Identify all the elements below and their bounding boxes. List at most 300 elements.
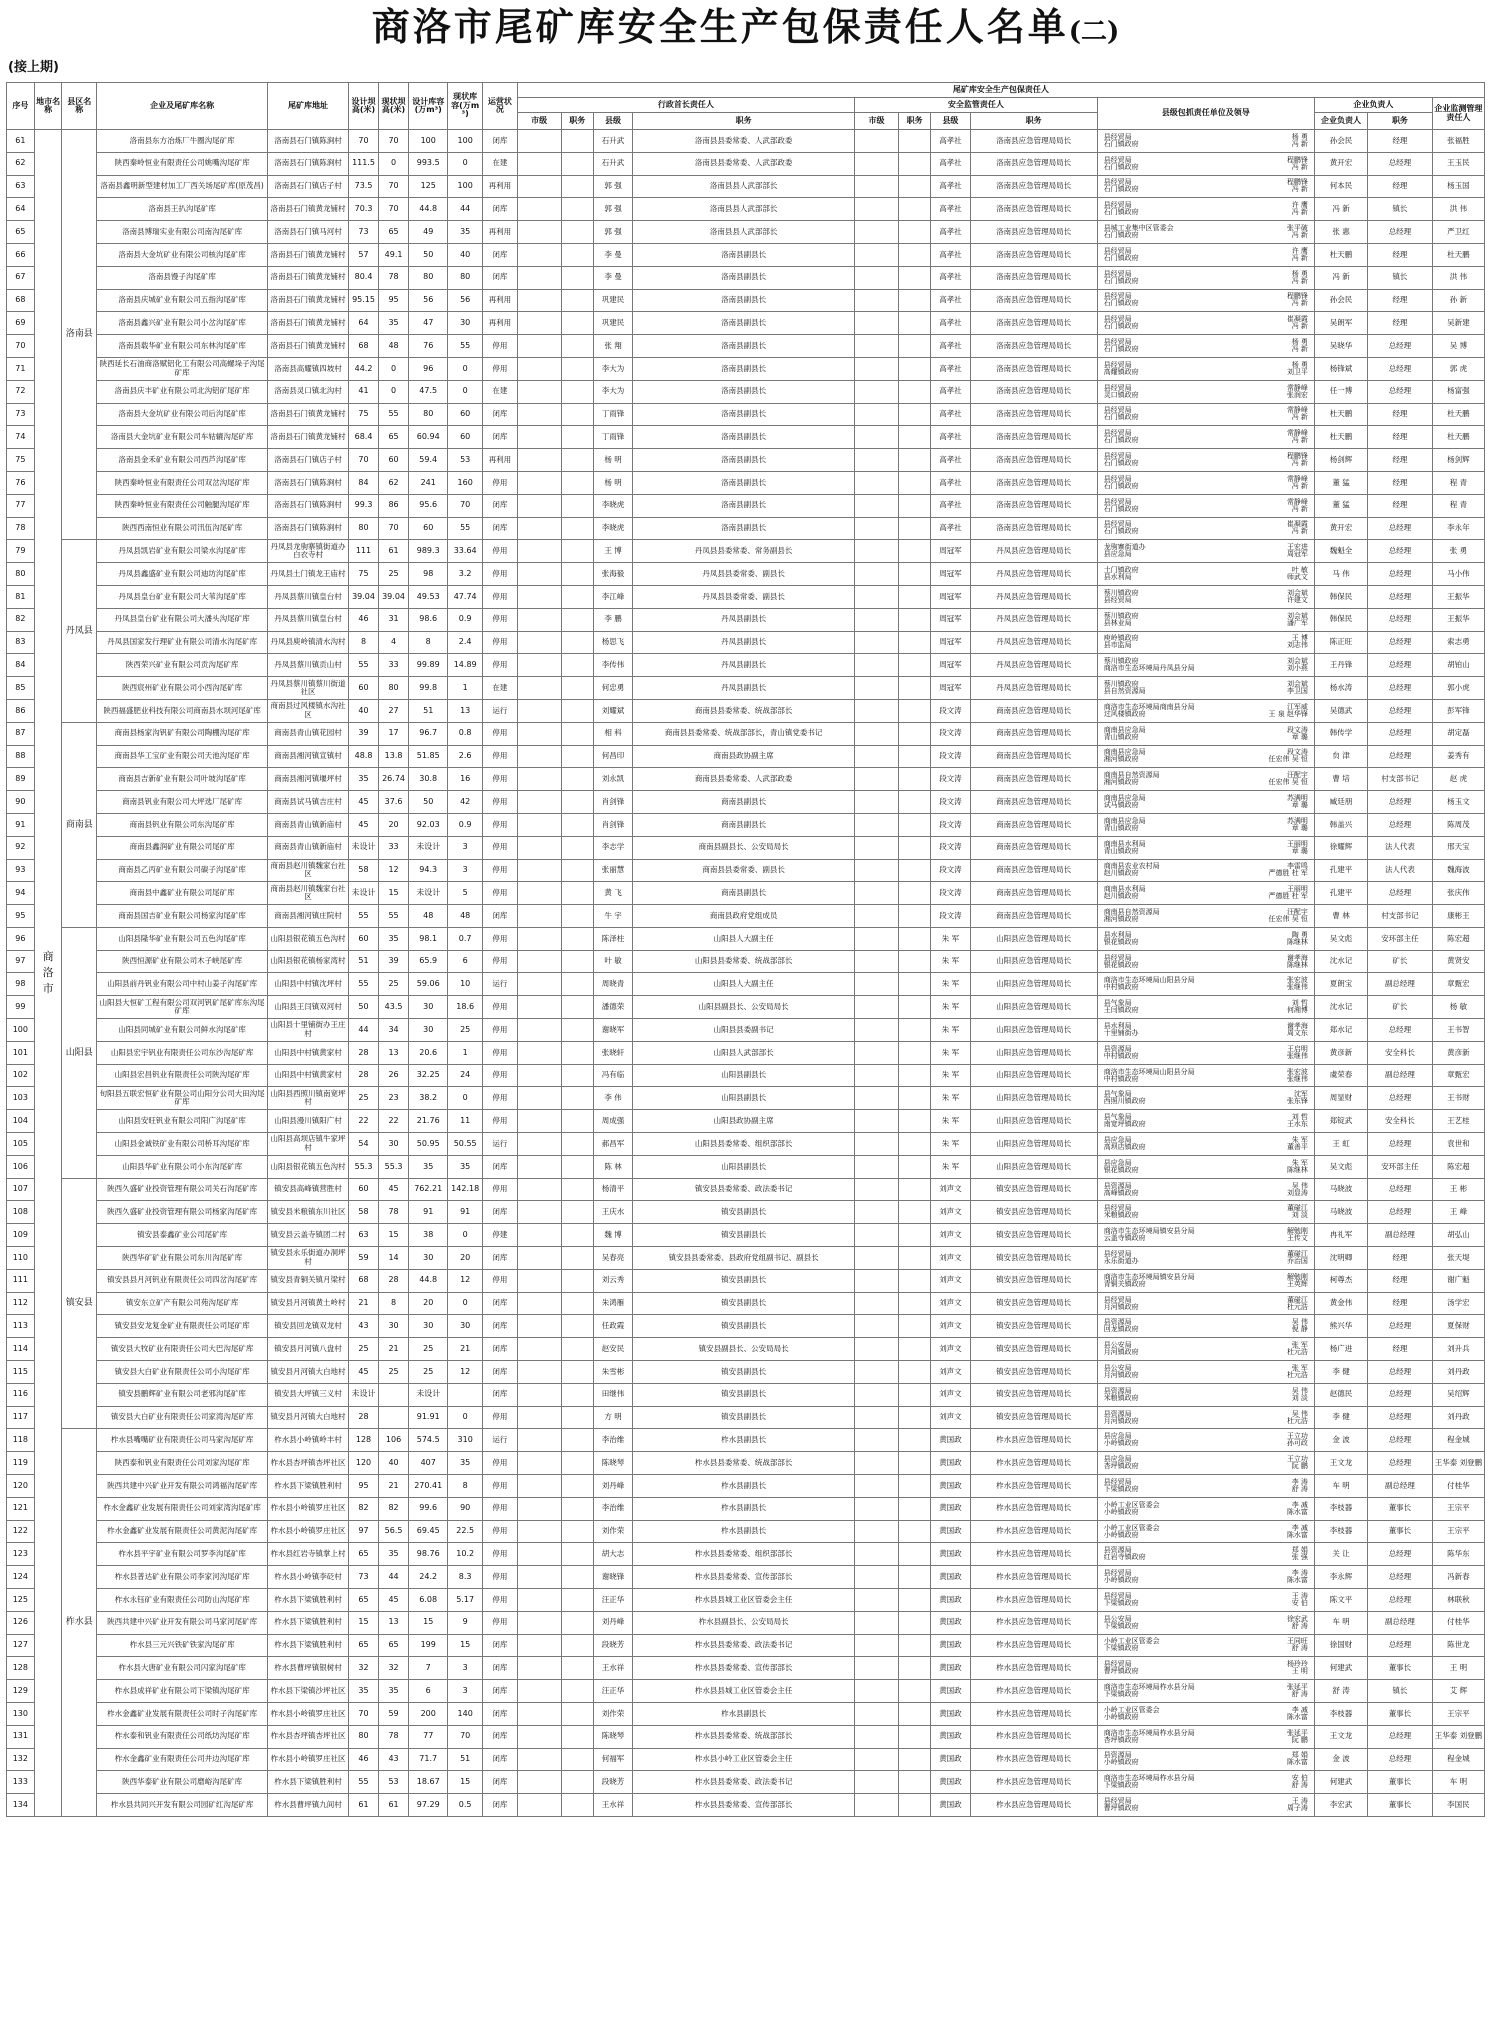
enterprise-head: 关 让 [1314,1543,1367,1566]
gov-county-duty: 柞水县小岭工业区管委会主任 [633,1748,855,1771]
gov-city-duty [561,905,593,928]
lead-unit-cell [1097,1064,1314,1087]
lead-unit-line [1098,1098,1314,1105]
gov-city-duty [561,1041,593,1064]
gov-county-duty: 柞水县县委常委、统战部部长 [633,1725,855,1748]
safety-county-duty: 商南县应急管理局局长 [970,722,1097,745]
lead-unit-line [1098,939,1314,946]
lead-unit-line [1098,1577,1314,1584]
lead-person: 张东锋 [1286,1097,1308,1106]
enterprise-monitor: 王 明 [1432,1657,1484,1680]
operation-status: 停用 [483,1064,518,1087]
safety-city-duty [898,175,930,198]
lead-person: 李 涛 [1291,1569,1308,1578]
gov-city-duty [561,631,593,654]
safety-city-duty [898,494,930,517]
operation-status: 闭库 [483,1680,518,1703]
table-row [7,654,1485,677]
operation-status: 停用 [483,927,518,950]
capacity-current: 15 [448,1634,483,1657]
lead-person: 张 强 [1291,1553,1308,1562]
th-ent-duty: 职务 [1368,113,1433,130]
capacity-design: 49.53 [409,585,448,608]
gov-city-person [517,243,561,266]
lead-unit: 商南县水利局 [1103,885,1146,894]
gov-county-duty: 柞水县副县长 [633,1702,855,1725]
safety-county-duty: 丹凤县应急管理局局长 [970,563,1097,586]
gov-county-person: 刘云秀 [593,1269,632,1292]
enterprise-head: 陈正旺 [1314,631,1367,654]
safety-county-person: 朱 军 [931,1019,970,1042]
gov-county-duty: 柞水县县委常委、政法委书记 [633,1771,855,1794]
gov-city-duty [561,768,593,791]
row-no: 134 [7,1794,35,1817]
lead-unit-line [1098,962,1314,969]
table-row [7,1497,1485,1520]
th-no: 序号 [7,83,35,130]
enterprise-head: 孙会民 [1314,289,1367,312]
table-row [7,950,1485,973]
table-row [7,335,1485,358]
enterprise-monitor: 吴绍辉 [1432,1383,1484,1406]
enterprise-head: 吴文彪 [1314,1155,1367,1178]
gov-city-person [517,494,561,517]
operation-status: 停用 [483,1475,518,1498]
county-cell: 商南县 [62,722,97,927]
enterprise-head: 黄开宏 [1314,517,1367,540]
operation-status: 停用 [483,996,518,1019]
operation-status: 闭库 [483,198,518,221]
safety-county-person: 刘声文 [931,1315,970,1338]
dam-height-current: 21 [379,1338,409,1361]
safety-county-person: 刘声文 [931,1338,970,1361]
enterprise-monitor: 王书智 [1432,1019,1484,1042]
dam-height-design: 95.15 [349,289,379,312]
gov-county-duty: 柞水县县委常委、宣传部部长 [633,1566,855,1589]
capacity-design: 125 [409,175,448,198]
tailings-address: 洛南县石门镇黄龙铺村 [268,289,349,312]
row-no: 132 [7,1748,35,1771]
lead-person: 程鹏锋 [1286,452,1308,461]
safety-county-duty: 镇安县应急管理局局长 [970,1201,1097,1224]
capacity-design: 100 [409,130,448,153]
enterprise-head: 沈水记 [1314,950,1367,973]
lead-unit: 小岭镇政府 [1103,1530,1139,1539]
gov-county-duty: 镇安县副县长 [633,1406,855,1429]
lead-unit: 县市监局 [1103,641,1132,650]
gov-county-person: 黄 飞 [593,882,632,905]
lead-unit-cell [1097,563,1314,586]
enterprise-head: 郑锭武 [1314,1110,1367,1133]
safety-city-duty [898,1133,930,1156]
safety-city-person [855,1680,899,1703]
safety-city-duty [898,1634,930,1657]
gov-county-person: 谢晓军 [593,1019,632,1042]
gov-city-person [517,1383,561,1406]
lead-unit-cell [1097,1269,1314,1292]
lead-unit: 县自然资源局 [1103,687,1146,696]
company-name: 丹凤县凯岩矿业有限公司梁水沟尾矿库 [97,540,268,563]
gov-county-person: 张 翔 [593,335,632,358]
lead-unit-line [1098,1805,1314,1812]
enterprise-head: 金 波 [1314,1748,1367,1771]
lead-unit: 县资源局 [1103,1044,1132,1053]
gov-county-person: 刘丹峰 [593,1611,632,1634]
dam-height-design: 28 [349,1064,379,1087]
enterprise-monitor: 张 勇 [1432,540,1484,563]
lead-unit-cell [1097,1041,1314,1064]
gov-city-duty [561,1543,593,1566]
safety-county-duty: 洛南县应急管理局局长 [970,152,1097,175]
safety-city-person [855,1247,899,1270]
lead-unit-cell [1097,403,1314,426]
safety-city-duty [898,221,930,244]
safety-county-person: 刘声文 [931,1292,970,1315]
enterprise-monitor: 艾 辉 [1432,1680,1484,1703]
enterprise-head-duty: 经理 [1368,1292,1433,1315]
safety-city-person [855,563,899,586]
table-row [7,266,1485,289]
enterprise-monitor: 张庆伟 [1432,882,1484,905]
safety-county-duty: 镇安县应急管理局局长 [970,1361,1097,1384]
city-char: 商 [42,949,54,963]
enterprise-head-duty: 总经理 [1368,1315,1433,1338]
gov-city-person [517,563,561,586]
gov-city-duty [561,471,593,494]
tailings-address: 柞水县小岭镇罗庄社区 [268,1497,349,1520]
enterprise-head: 杨锋斌 [1314,357,1367,380]
enterprise-head: 虞荣春 [1314,1064,1367,1087]
gov-county-duty: 洛南县副县长 [633,243,855,266]
capacity-current: 14.89 [448,654,483,677]
tailings-address: 柞水县杏坪镇杏坪社区 [268,1725,349,1748]
lead-person: 郑 娟 [1291,1546,1308,1555]
lead-unit-line [1098,1167,1314,1174]
capacity-current: 21 [448,1338,483,1361]
enterprise-monitor: 汤学宏 [1432,1292,1484,1315]
row-no: 97 [7,950,35,973]
enterprise-monitor: 杨富强 [1432,380,1484,403]
row-no: 76 [7,471,35,494]
safety-city-person [855,882,899,905]
lead-person: 任宏伟 吴 恒 [1268,778,1308,787]
row-no: 111 [7,1269,35,1292]
safety-city-person [855,722,899,745]
enterprise-head-duty: 经理 [1368,175,1433,198]
enterprise-head: 杜天鹏 [1314,426,1367,449]
gov-county-duty: 商南县政府党组成员 [633,905,855,928]
row-no: 63 [7,175,35,198]
table-row [7,1429,1485,1452]
capacity-design: 未设计 [409,1383,448,1406]
row-no: 113 [7,1315,35,1338]
safety-county-duty: 商南县应急管理局局长 [970,699,1097,722]
gov-county-duty: 山阳县人武部部长 [633,1041,855,1064]
safety-county-person: 朱 军 [931,1087,970,1110]
enterprise-monitor: 李永年 [1432,517,1484,540]
lead-person: 吴 伟 [1291,1181,1308,1190]
dam-height-current: 39.04 [379,585,409,608]
safety-county-duty: 柞水县应急管理局局长 [970,1657,1097,1680]
capacity-design: 50 [409,243,448,266]
lead-unit: 县经贸局 [1103,269,1132,278]
capacity-design: 51 [409,699,448,722]
lead-unit: 石门镇政府 [1103,436,1139,445]
capacity-current: 33.64 [448,540,483,563]
dam-height-current: 55 [379,905,409,928]
dam-height-current: 70 [379,198,409,221]
lead-unit-cell [1097,1771,1314,1794]
lead-person: 冯 新 [1291,253,1308,262]
row-no: 124 [7,1566,35,1589]
table-row [7,905,1485,928]
gov-city-person [517,152,561,175]
tailings-address: 柞水县小岭镇李砭村 [268,1566,349,1589]
safety-city-duty [898,563,930,586]
lead-unit-cell [1097,289,1314,312]
enterprise-head: 张 惠 [1314,221,1367,244]
enterprise-head-duty: 总经理 [1368,1383,1433,1406]
safety-county-person: 周冠军 [931,631,970,654]
gov-city-person [517,1292,561,1315]
dam-height-design: 59 [349,1247,379,1270]
gov-city-duty [561,1452,593,1475]
company-name: 柞水县成祥矿业有限公司下梁镇沟尾矿库 [97,1680,268,1703]
operation-status: 运行 [483,1429,518,1452]
safety-city-duty [898,973,930,996]
lead-unit: 龙驹寨街道办 [1103,543,1146,552]
tailings-address: 丹凤县龙驹寨镇街道办白衣寺村 [268,540,349,563]
enterprise-monitor: 王艺桂 [1432,1110,1484,1133]
row-no: 133 [7,1771,35,1794]
gov-city-duty [561,449,593,472]
enterprise-monitor: 谢广魁 [1432,1269,1484,1292]
table-row [7,996,1485,1019]
enterprise-monitor: 黄贤安 [1432,950,1484,973]
gov-city-duty [561,813,593,836]
gov-county-person: 刘作荣 [593,1520,632,1543]
table-row [7,1224,1485,1247]
capacity-design: 25 [409,1338,448,1361]
lead-unit-line [1098,255,1314,262]
gov-county-duty: 洛南县副县长 [633,357,855,380]
row-no: 88 [7,745,35,768]
lead-person: 李雷鸣 [1286,862,1308,871]
operation-status: 运行 [483,1133,518,1156]
gov-county-person: 刘丹峰 [593,1475,632,1498]
operation-status: 停用 [483,1269,518,1292]
lead-person: 常静峰 [1286,383,1308,392]
enterprise-monitor: 程 青 [1432,471,1484,494]
operation-status: 闭库 [483,1383,518,1406]
gov-city-duty [561,1680,593,1703]
lead-person: 舒 涛 [1291,1644,1308,1653]
capacity-current: 0.8 [448,722,483,745]
lead-unit-line [1098,1144,1314,1151]
enterprise-head-duty: 总经理 [1368,1725,1433,1748]
lead-unit-cell [1097,1292,1314,1315]
operation-status: 停用 [483,882,518,905]
gov-county-person: 任政霞 [593,1315,632,1338]
gov-city-duty [561,1269,593,1292]
tailings-address: 柞水县杏坪镇杏坪社区 [268,1452,349,1475]
safety-county-duty: 柞水县应急管理局局长 [970,1520,1097,1543]
gov-city-duty [561,1315,593,1338]
capacity-current: 35 [448,221,483,244]
operation-status: 闭库 [483,426,518,449]
company-name: 商南县吉新矿业有限公司叶坡沟尾矿库 [97,768,268,791]
dam-height-design: 70 [349,449,379,472]
tailings-address: 柞水县曹坪镇九间村 [268,1794,349,1817]
lead-person: 叶 敏 [1291,566,1308,575]
lead-unit: 月河镇政府 [1103,1370,1139,1379]
safety-city-person [855,494,899,517]
gov-city-person [517,722,561,745]
enterprise-head-duty: 经理 [1368,426,1433,449]
enterprise-head: 黄彦新 [1314,1041,1367,1064]
enterprise-monitor: 陈世龙 [1432,1634,1484,1657]
safety-county-person: 黄国政 [931,1452,970,1475]
lead-person: 许 鹰 [1291,246,1308,255]
operation-status: 闭库 [483,1338,518,1361]
dam-height-design: 65 [349,1589,379,1612]
lead-unit: 县公安局 [1103,1363,1132,1372]
dam-height-current: 65 [379,426,409,449]
lead-person: 董善平 [1286,1142,1308,1151]
capacity-design: 65.9 [409,950,448,973]
lead-unit: 下梁镇政府 [1103,1690,1139,1699]
gov-county-duty: 丹凤县副县长 [633,677,855,700]
lead-unit: 高峰镇政府 [1103,1188,1139,1197]
table-row [7,1680,1485,1703]
safety-county-duty: 商南县应急管理局局长 [970,791,1097,814]
gov-county-duty: 山阳县人大副主任 [633,973,855,996]
company-name: 陕西福盛肥业科技有限公司商南县水坝河尾矿库 [97,699,268,722]
gov-city-person [517,380,561,403]
capacity-current: 48 [448,905,483,928]
gov-county-duty: 山阳县副县长 [633,1087,855,1110]
lead-unit: 县经贸局 [1103,1204,1132,1213]
tailings-address: 柞水县小岭镇罗庄社区 [268,1702,349,1725]
lead-person: 冯 新 [1291,436,1308,445]
lead-unit: 石门镇政府 [1103,413,1139,422]
lead-unit: 县经贸局 [1103,1660,1132,1669]
lead-person: 陶 勇 [1291,930,1308,939]
table-row [7,1155,1485,1178]
safety-city-duty [898,1520,930,1543]
table-row [7,1611,1485,1634]
table-row [7,289,1485,312]
company-name: 柞水县嘴嘴矿业有限责任公司马家沟尾矿库 [97,1429,268,1452]
tailings-address: 洛南县石门镇陈涧村 [268,130,349,153]
capacity-design: 47 [409,312,448,335]
company-name: 山阳县大恒矿工程有限公司双河钒矿尾矿库东沟尾矿库 [97,996,268,1019]
lead-unit: 商洛市生态环境局柞水县分局 [1103,1728,1195,1737]
lead-person: 王 涛 [1291,1797,1308,1806]
gov-county-duty: 洛南县副县长 [633,266,855,289]
company-name: 镇安县鹏辉矿业有限公司老邪沟尾矿库 [97,1383,268,1406]
row-no: 127 [7,1634,35,1657]
safety-county-duty: 镇安县应急管理局局长 [970,1406,1097,1429]
capacity-design: 993.5 [409,152,448,175]
operation-status: 停用 [483,1543,518,1566]
safety-city-person [855,1110,899,1133]
enterprise-head-duty: 安环部主任 [1368,1155,1433,1178]
capacity-design: 762.21 [409,1178,448,1201]
safety-county-person: 刘声文 [931,1361,970,1384]
enterprise-head-duty: 总经理 [1368,1748,1433,1771]
enterprise-monitor: 付桂华 [1432,1611,1484,1634]
tailings-address: 镇安县回龙镇双龙村 [268,1315,349,1338]
gov-city-person [517,1133,561,1156]
row-no: 115 [7,1361,35,1384]
safety-county-duty: 柞水县应急管理局局长 [970,1725,1097,1748]
table-row [7,768,1485,791]
gov-city-duty [561,1178,593,1201]
lead-unit: 县经贸局 [1103,1797,1132,1806]
lead-unit-line [1098,1600,1314,1607]
gov-county-person: 段晓芳 [593,1771,632,1794]
safety-county-duty: 丹凤县应急管理局局长 [970,608,1097,631]
gov-county-person: 方 明 [593,1406,632,1429]
gov-city-person [517,198,561,221]
lead-person: 王水东 [1286,1120,1308,1129]
enterprise-monitor: 冯新春 [1432,1566,1484,1589]
safety-city-duty [898,198,930,221]
safety-county-duty: 山阳县应急管理局局长 [970,1019,1097,1042]
dam-height-current: 30 [379,1315,409,1338]
row-no: 105 [7,1133,35,1156]
capacity-design: 30 [409,1315,448,1338]
company-name: 山阳县同城矿业有限公司鲜水沟尾矿库 [97,1019,268,1042]
gov-county-person: 李晓虎 [593,517,632,540]
lead-person: 张延平 [1286,1728,1308,1737]
safety-city-duty [898,859,930,882]
operation-status: 停用 [483,1019,518,1042]
th-status: 运营状况 [483,83,518,130]
capacity-current: 11 [448,1110,483,1133]
gov-city-duty [561,1338,593,1361]
capacity-design: 98.76 [409,1543,448,1566]
lead-unit-line [1098,1235,1314,1242]
lead-unit: 小岭工业区管委会 [1103,1705,1160,1714]
enterprise-monitor: 林联秋 [1432,1589,1484,1612]
row-no: 75 [7,449,35,472]
lead-unit-line [1098,734,1314,741]
dam-height-current: 13 [379,1041,409,1064]
gov-county-person: 陈晓琴 [593,1452,632,1475]
table-row [7,1406,1485,1429]
enterprise-head-duty: 总经理 [1368,631,1433,654]
gov-county-duty: 柞水县县委常委、组织部部长 [633,1543,855,1566]
safety-county-person: 朱 军 [931,1064,970,1087]
lead-person: 刘志伟 [1286,641,1308,650]
dam-height-design: 60 [349,927,379,950]
gov-county-person: 杨 明 [593,471,632,494]
dam-height-current: 78 [379,1725,409,1748]
company-name: 陕西宸州矿业有限公司小西沟尾矿库 [97,677,268,700]
lead-unit: 县经贸局 [1103,360,1132,369]
safety-county-duty: 山阳县应急管理局局长 [970,1064,1097,1087]
lead-unit: 高耀镇政府 [1103,367,1139,376]
lead-person: 周子涛 [1286,1804,1308,1813]
row-no: 70 [7,335,35,358]
table-row [7,540,1485,563]
dam-height-current: 60 [379,449,409,472]
safety-city-duty [898,403,930,426]
company-name: 柞水县平宇矿业有限公司罗李沟尾矿库 [97,1543,268,1566]
safety-county-duty: 商南县应急管理局局长 [970,882,1097,905]
